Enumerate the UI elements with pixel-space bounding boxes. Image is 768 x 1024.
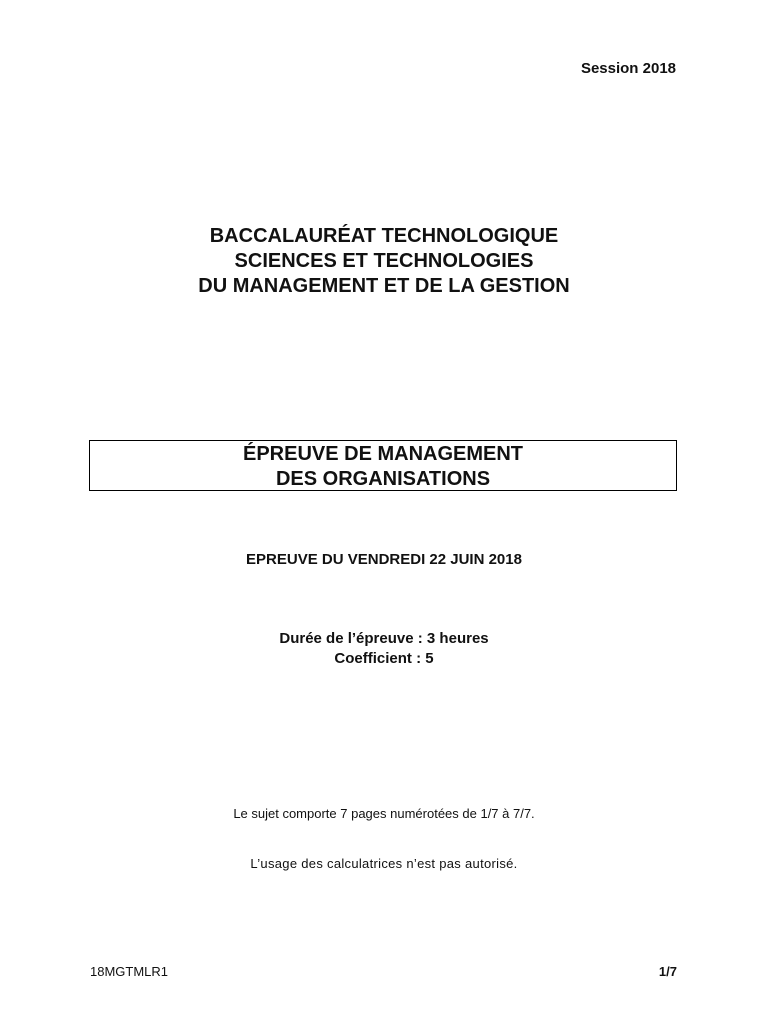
title-line-1: BACCALAURÉAT TECHNOLOGIQUE: [209, 225, 559, 247]
duration-line: [0, 629, 768, 649]
exam-title-line-2: DES ORGANISATIONS: [275, 468, 491, 490]
footer-subject-code: 18MGTMLR1: [90, 964, 169, 979]
title-line-2: SCIENCES ET TECHNOLOGIES: [234, 250, 534, 272]
exam-title-box: [89, 440, 677, 491]
document-title: [0, 224, 768, 299]
exam-title-line-1: ÉPREUVE DE MANAGEMENT: [242, 443, 524, 465]
footer-page-number: 1/7: [658, 964, 677, 979]
coefficient-line: Coefficient : 5: [334, 650, 434, 667]
title-line-3: DU MANAGEMENT ET DE LA GESTION: [198, 275, 570, 297]
duration-label: Durée de l’épreuve: [279, 630, 414, 647]
duration-value: : 3 heures: [413, 630, 489, 647]
calculator-note: L’usage des calculatrices n’est pas autorisé.: [250, 856, 518, 871]
session-label: Session 2018: [580, 60, 676, 77]
exam-date: EPREUVE DU VENDREDI 22 JUIN 2018: [246, 551, 522, 568]
pages-note: Le sujet comporte 7 pages numérotées de 1/7 à 7/7.: [233, 806, 535, 821]
exam-details: [0, 629, 768, 669]
